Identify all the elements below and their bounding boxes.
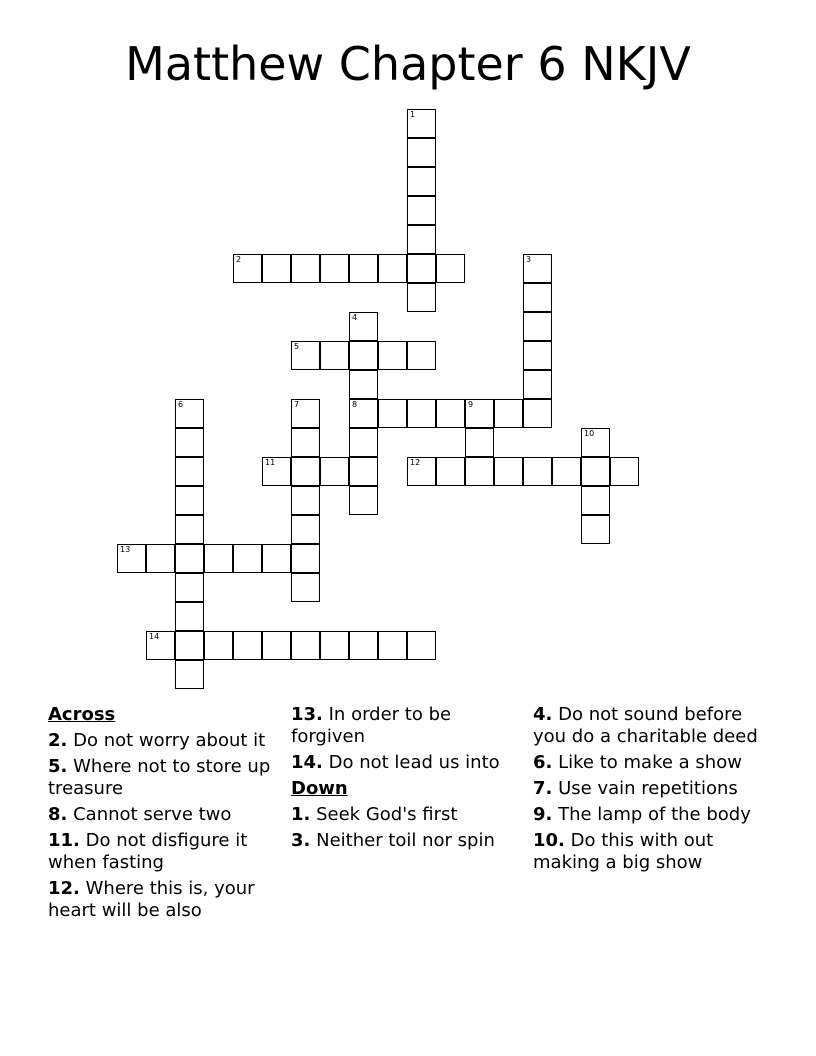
grid-cell[interactable]	[407, 109, 436, 138]
clue-text: Neither toil nor spin	[316, 830, 495, 851]
cell-number: 3	[526, 255, 532, 264]
grid-cell[interactable]	[262, 631, 291, 660]
grid-cell[interactable]	[291, 631, 320, 660]
clue-number: 6.	[533, 752, 553, 773]
grid-cell[interactable]	[349, 341, 378, 370]
grid-cell[interactable]	[349, 428, 378, 457]
grid-cell[interactable]	[349, 254, 378, 283]
grid-cell[interactable]	[581, 428, 610, 457]
grid-cell[interactable]	[378, 254, 407, 283]
clue-text: In order to be forgiven	[291, 704, 452, 747]
grid-cell[interactable]	[407, 341, 436, 370]
clue-number: 3.	[291, 830, 311, 851]
grid-cell[interactable]	[349, 631, 378, 660]
grid-cell[interactable]	[262, 544, 291, 573]
clue-down-1[interactable]	[291, 804, 527, 826]
clue-across-5[interactable]	[48, 756, 284, 800]
grid-cell[interactable]	[407, 254, 436, 283]
grid-cell[interactable]	[204, 631, 233, 660]
grid-cell[interactable]	[204, 544, 233, 573]
clue-number: 5.	[48, 756, 68, 777]
cell-number: 1	[410, 110, 416, 119]
grid-cell[interactable]	[291, 399, 320, 428]
grid-cell[interactable]	[175, 457, 204, 486]
grid-cell[interactable]	[262, 457, 291, 486]
grid-cell[interactable]	[320, 254, 349, 283]
grid-cell[interactable]	[291, 486, 320, 515]
clue-number: 4.	[533, 704, 553, 725]
cell-number: 4	[352, 313, 358, 322]
grid-cell[interactable]	[175, 631, 204, 660]
clue-text: Do not worry about it	[73, 730, 266, 751]
grid-cell[interactable]	[610, 457, 639, 486]
clue-down-10[interactable]	[533, 830, 769, 874]
grid-cell[interactable]	[523, 457, 552, 486]
grid-cell[interactable]	[523, 312, 552, 341]
grid-cell[interactable]	[291, 428, 320, 457]
cell-number: 11	[265, 458, 276, 467]
clue-number: 13.	[291, 704, 323, 725]
grid-cell[interactable]	[378, 341, 407, 370]
grid-cell[interactable]	[494, 399, 523, 428]
grid-cell[interactable]	[523, 399, 552, 428]
grid-cell[interactable]	[494, 457, 523, 486]
grid-cell[interactable]	[349, 312, 378, 341]
grid-cell[interactable]	[349, 399, 378, 428]
grid-cell[interactable]	[320, 457, 349, 486]
clue-text: Seek God's first	[316, 804, 458, 825]
grid-cell[interactable]	[523, 370, 552, 399]
grid-cell[interactable]	[349, 486, 378, 515]
clue-across-14[interactable]	[291, 752, 527, 774]
grid-cell[interactable]	[291, 573, 320, 602]
grid-cell[interactable]	[581, 486, 610, 515]
down-heading: Down	[291, 778, 348, 799]
clue-text: Like to make a show	[558, 752, 742, 773]
clue-across-11[interactable]	[48, 830, 284, 874]
grid-cell[interactable]	[465, 428, 494, 457]
grid-cell[interactable]	[320, 631, 349, 660]
cell-number: 7	[294, 400, 300, 409]
clue-across-13[interactable]	[291, 704, 527, 748]
clue-number: 14.	[291, 752, 323, 773]
clue-number: 10.	[533, 830, 565, 851]
clue-number: 9.	[533, 804, 553, 825]
across-heading: Across	[48, 704, 116, 725]
cell-number: 2	[236, 255, 242, 264]
grid-cell[interactable]	[175, 428, 204, 457]
grid-cell[interactable]	[175, 399, 204, 428]
cell-number: 10	[584, 429, 595, 438]
grid-cell[interactable]	[291, 544, 320, 573]
grid-cell[interactable]	[407, 138, 436, 167]
grid-cell[interactable]	[291, 457, 320, 486]
grid-cell[interactable]	[581, 457, 610, 486]
clue-text: Cannot serve two	[73, 804, 232, 825]
clue-text: Do not sound before you do a charitable deed	[533, 704, 758, 747]
grid-cell[interactable]	[465, 457, 494, 486]
cell-number: 6	[178, 400, 184, 409]
cell-number: 5	[294, 342, 300, 351]
clue-number: 8.	[48, 804, 68, 825]
grid-cell[interactable]	[407, 631, 436, 660]
grid-cell[interactable]	[407, 283, 436, 312]
cell-number: 12	[410, 458, 421, 467]
clue-column-1	[48, 704, 284, 926]
clue-across-2[interactable]	[48, 730, 284, 752]
grid-cell[interactable]	[262, 254, 291, 283]
grid-cell[interactable]	[291, 341, 320, 370]
grid-cell[interactable]	[436, 399, 465, 428]
grid-cell[interactable]	[175, 515, 204, 544]
grid-cell[interactable]	[291, 515, 320, 544]
clue-number: 7.	[533, 778, 553, 799]
clue-text: The lamp of the body	[558, 804, 751, 825]
clue-text: Where not to store up treasure	[48, 756, 271, 799]
clue-down-9[interactable]	[533, 804, 769, 826]
clue-across-12[interactable]	[48, 878, 284, 922]
grid-cell[interactable]	[407, 167, 436, 196]
clue-number: 1.	[291, 804, 311, 825]
clue-column-3	[533, 704, 769, 878]
puzzle-title: Matthew Chapter 6 NKJV	[125, 37, 691, 91]
clue-number: 2.	[48, 730, 68, 751]
grid-cell[interactable]	[233, 544, 262, 573]
grid-cell[interactable]	[146, 544, 175, 573]
cell-number: 13	[120, 545, 131, 554]
grid-cell[interactable]	[175, 573, 204, 602]
grid-cell[interactable]	[465, 399, 494, 428]
grid-cell[interactable]	[349, 457, 378, 486]
clue-text: Do not disfigure it when fasting	[48, 830, 248, 873]
grid-cell[interactable]	[378, 631, 407, 660]
cell-number: 9	[468, 400, 474, 409]
grid-cell[interactable]	[552, 457, 581, 486]
clue-column-2	[291, 704, 527, 856]
grid-cell[interactable]	[175, 660, 204, 689]
grid-cell[interactable]	[117, 544, 146, 573]
grid-cell[interactable]	[233, 254, 262, 283]
grid-cell[interactable]	[436, 457, 465, 486]
grid-cell[interactable]	[291, 254, 320, 283]
grid-cell[interactable]	[436, 254, 465, 283]
clue-number: 12.	[48, 878, 80, 899]
grid-cell[interactable]	[407, 225, 436, 254]
grid-cell[interactable]	[407, 399, 436, 428]
grid-cell[interactable]	[175, 602, 204, 631]
clue-down-3[interactable]	[291, 830, 527, 852]
clue-number: 11.	[48, 830, 80, 851]
grid-cell[interactable]	[581, 515, 610, 544]
grid-cell[interactable]	[407, 457, 436, 486]
grid-cell[interactable]	[378, 399, 407, 428]
cell-number: 14	[149, 632, 160, 641]
grid-cell[interactable]	[407, 196, 436, 225]
clue-text: Use vain repetitions	[558, 778, 738, 799]
grid-cell[interactable]	[523, 254, 552, 283]
grid-cell[interactable]	[146, 631, 175, 660]
clue-down-6[interactable]	[533, 752, 769, 774]
grid-cell[interactable]	[523, 341, 552, 370]
grid-cell[interactable]	[349, 370, 378, 399]
grid-cell[interactable]	[523, 283, 552, 312]
cell-number: 8	[352, 400, 358, 409]
grid-cell[interactable]	[320, 341, 349, 370]
grid-cell[interactable]	[233, 631, 262, 660]
clue-text: Do not lead us into	[328, 752, 500, 773]
clue-across-8[interactable]	[48, 804, 284, 826]
clue-down-7[interactable]	[533, 778, 769, 800]
clue-text: Do this with out making a big show	[533, 830, 714, 873]
clue-text: Where this is, your heart will be also	[48, 878, 255, 921]
clue-down-4[interactable]	[533, 704, 769, 748]
grid-cell[interactable]	[175, 486, 204, 515]
grid-cell[interactable]	[175, 544, 204, 573]
